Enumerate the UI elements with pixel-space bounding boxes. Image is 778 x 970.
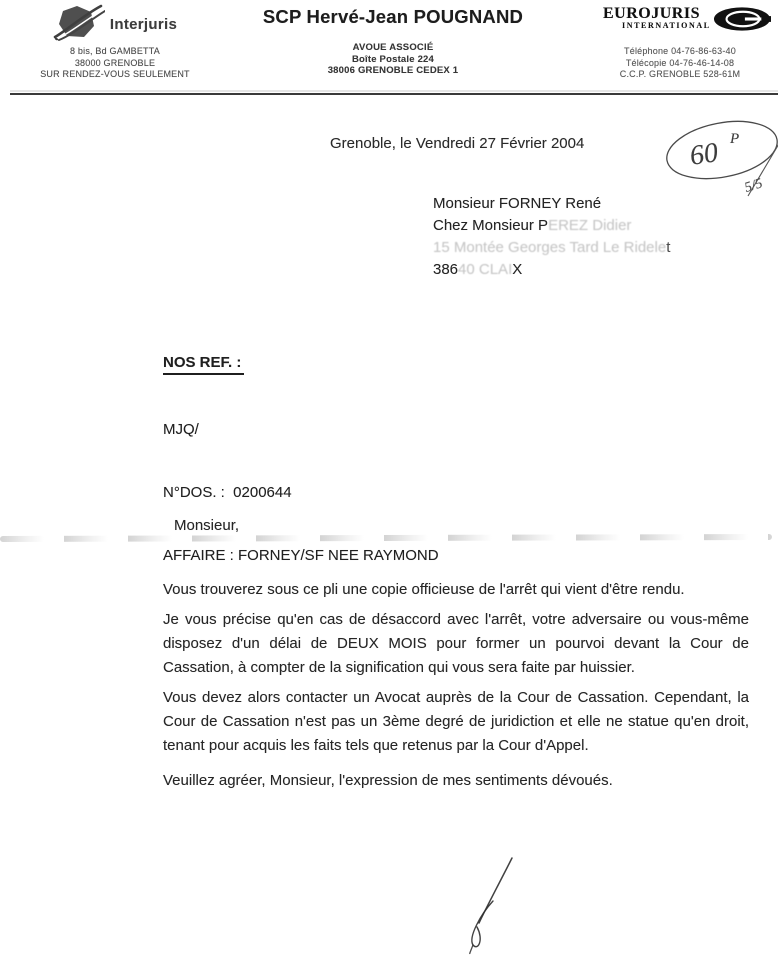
interjuris-brand	[0, 4, 230, 44]
body-paragraph: Je vous précise qu'en cas de désaccord avec l'arrêt, votre adversaire ou vous-même disposez d'un délai de DEUX MOIS pour former un pourvoi devant la Cour de Cassation, à compter de la signification qui vous sera faite par huissier.	[163, 611, 749, 676]
recipient-city-line: 38640 CLAIX	[433, 261, 523, 278]
stamp-value-text: 60	[687, 137, 720, 172]
stamp-sup-text: P	[730, 131, 740, 147]
body-paragraph: Vous devez alors contacter un Avocat auprès de la Cour de Cassation. Cependant, la Cour de Cassation n'est pas un 3ème degré de juridiction et elle ne statue qu'en droit, tenant pour acquis les faits tels que retenus par la Cour d'Appel.	[163, 689, 749, 754]
letterhead-center	[248, 6, 538, 77]
reference-initials: MJQ/	[163, 421, 199, 438]
recipient-street-line: 15 Montée Georges Tard Le Ridelet	[433, 239, 671, 256]
eurojuris-ellipse-icon	[713, 6, 771, 37]
reference-heading: NOS REF. :	[163, 352, 244, 375]
recipient-care-of-line: Chez Monsieur PEREZ Didier	[433, 217, 632, 234]
reference-dossier-number: N°DOS. : 0200644	[163, 484, 292, 501]
office-address-line: 38000 GRENOBLE	[74, 57, 156, 68]
interjuris-brand-label: Interjuris	[109, 15, 178, 33]
contact-line: C.C.P. GRENOBLE 528-61M	[619, 69, 741, 79]
reference-affair: AFFAIRE : FORNEY/SF NEE RAYMOND	[163, 547, 439, 564]
firm-title: SCP Hervé-Jean POUGNAND	[262, 6, 524, 27]
letterhead-left	[0, 4, 230, 81]
letter-body	[163, 578, 749, 799]
closing-paragraph: Veuillez agréer, Monsieur, l'expression de mes sentiments dévoués.	[163, 772, 613, 789]
header-divider	[10, 93, 778, 95]
letterhead-right	[585, 6, 775, 81]
contact-line: Télécopie 04-76-46-14-08	[625, 57, 735, 68]
eurojuris-brand-label: EUROJURIS	[603, 5, 700, 22]
handwritten-stamp	[664, 110, 778, 215]
firm-detail-line: Boîte Postale 224	[351, 53, 435, 65]
eurojuris-sub-label: INTERNATIONAL	[622, 21, 711, 30]
salutation: Monsieur,	[174, 517, 240, 534]
reference-block	[163, 310, 439, 608]
date-line: Grenoble, le Vendredi 27 Février 2004	[330, 135, 585, 152]
recipient-block	[433, 193, 670, 281]
contact-line: Téléphone 04-76-86-63-40	[624, 46, 736, 56]
recipient-name-line: Monsieur FORNEY René	[433, 195, 602, 212]
body-paragraph: Vous trouverez sous ce pli une copie officieuse de l'arrêt qui vient d'être rendu.	[163, 581, 685, 598]
interjuris-quill-shield-icon	[53, 3, 105, 46]
scan-artifact-streak	[0, 534, 772, 542]
firm-detail-line: 38006 GRENOBLE CEDEX 1	[327, 65, 459, 76]
signature-stroke-icon	[462, 855, 522, 960]
firm-detail-line: AVOUE ASSOCIÉ	[352, 42, 434, 53]
office-address-line: SUR RENDEZ-VOUS SEULEMENT	[40, 69, 190, 79]
stamp-fraction-text: 5/5	[742, 176, 765, 196]
office-address-line: 8 bis, Bd GAMBETTA	[70, 46, 160, 56]
